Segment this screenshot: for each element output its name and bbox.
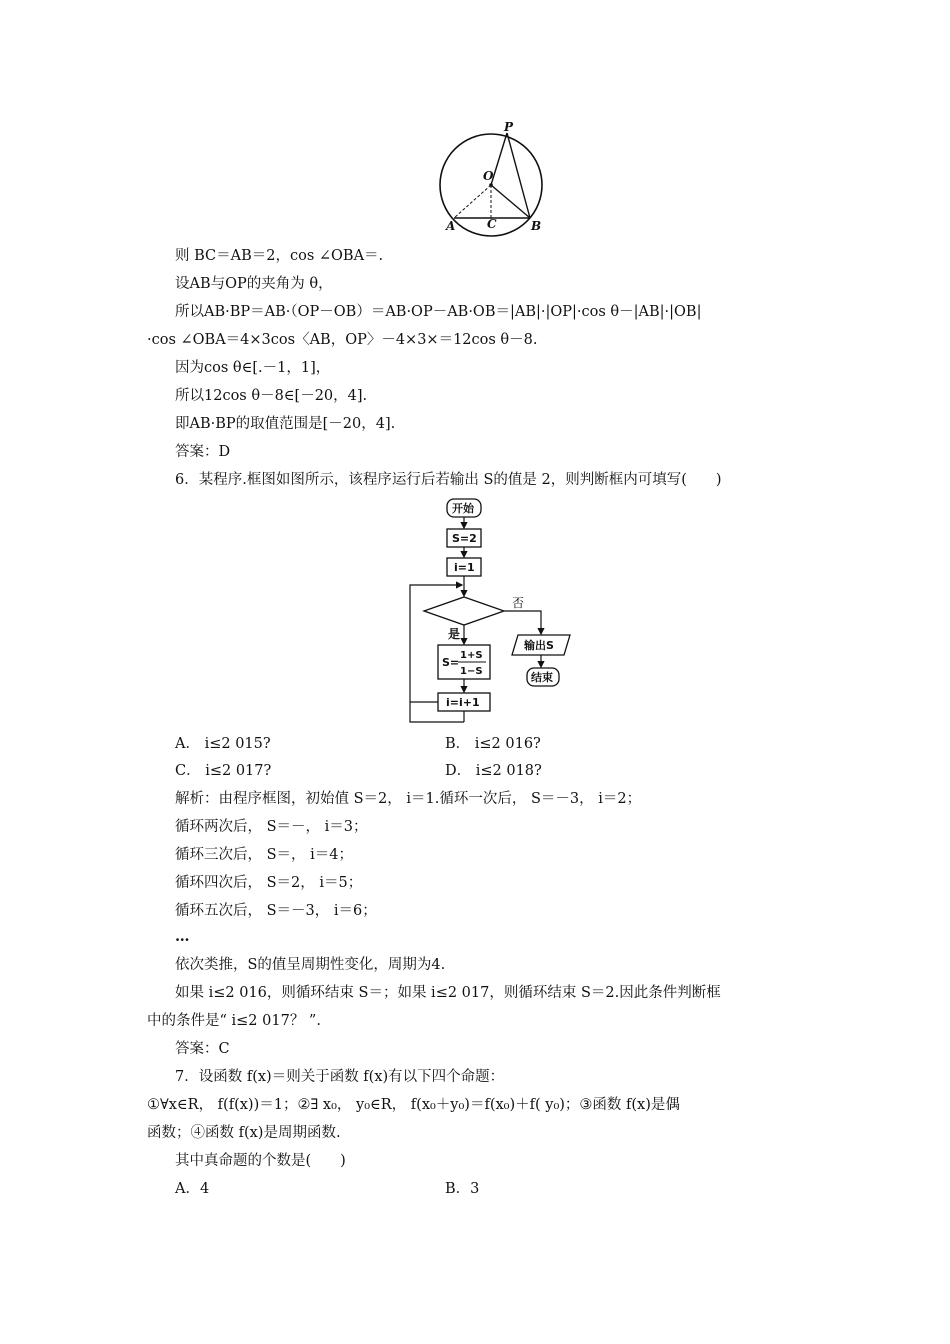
q5-line7: 即AB·BP的取值范围是[－20，4]. (175, 416, 396, 432)
label-a: A (446, 219, 456, 233)
flow-s-update-num: 1+S (460, 650, 483, 661)
q6-option-d: D． i≤2 018? (445, 763, 542, 779)
q6-solution-4: 循环四次后， S＝2， i＝5； (175, 875, 363, 891)
flow-no-label: 否 (512, 596, 525, 610)
q7-question: 其中真命题的个数是( ) (175, 1153, 346, 1169)
q6-option-a: A． i≤2 015? (175, 736, 271, 752)
q6-solution-5: 循环五次后， S＝－3， i＝6； (175, 903, 377, 919)
flow-start-text: 开始 (452, 502, 474, 515)
q5-line4: ·cos ∠OBA＝4×3cos〈AB，OP〉－4×3×＝12cos θ－8. (147, 332, 538, 348)
q6-option-b: B． i≤2 016? (445, 736, 541, 752)
q6-solution-1: 解析：由程序框图，初始值 S＝2， i＝1.循环一次后， S＝－3， i＝2； (175, 791, 642, 807)
label-b: B (531, 219, 542, 233)
q6-solution-8: 如果 i≤2 016，则循环结束 S＝；如果 i≤2 017，则循环结束 S＝2.因此条件判断框 (175, 985, 721, 1001)
flow-i-init-text: i=1 (454, 561, 475, 574)
q6-solution-2: 循环两次后， S＝－， i＝3； (175, 819, 368, 835)
label-o: O (483, 169, 494, 183)
q6-solution-7: 依次类推，S的值呈周期性变化，周期为4. (175, 957, 446, 973)
q5-answer: 答案：D (175, 444, 231, 460)
flow-output-text: 输出S (524, 639, 554, 652)
q7-option-b: B．3 (445, 1181, 480, 1197)
segment-ob (491, 185, 530, 218)
q5-line1: 则 BC＝AB＝2，cos ∠OBA＝. (175, 248, 384, 264)
q6-solution-9: 中的条件是“ i≤2 017？ ”. (147, 1013, 321, 1029)
q7-line2: ①∀x∈R， f(f(x))＝1；②∃ x₀， y₀∈R， f(x₀＋y₀)＝f(x₀)＋f( y₀)；③函数 f(x)是偶 (147, 1097, 680, 1113)
q6-answer: 答案：C (175, 1041, 230, 1057)
center-dot (489, 183, 493, 187)
q7-option-a: A．4 (175, 1181, 210, 1197)
q6-option-c: C． i≤2 017? (175, 763, 272, 779)
q6-solution-3: 循环三次后， S＝， i＝4； (175, 847, 354, 863)
circle-figure (430, 118, 570, 238)
q7-stem: 7．设函数 f(x)＝则关于函数 f(x)有以下四个命题： (175, 1069, 505, 1085)
flow-decision-diamond (424, 597, 504, 625)
flow-s-init-text: S=2 (452, 532, 477, 545)
q6-stem: 6．某程序.框图如图所示，该程序运行后若输出 S的值是 2，则判断框内可填写( ) (175, 472, 722, 488)
flow-end-text: 结束 (531, 671, 553, 684)
flow-yes-label: 是 (448, 627, 461, 641)
flowchart (400, 495, 590, 730)
q7-line3: 函数；④函数 f(x)是周期函数. (147, 1125, 341, 1141)
flow-i-update-text: i=i+1 (446, 696, 480, 709)
flow-s-update-lhs: S= (442, 656, 460, 669)
label-p: P (504, 120, 514, 134)
q5-line2: 设AB与OP的夹角为 θ， (175, 276, 333, 292)
segment-oa-dashed (454, 185, 491, 218)
segment-pb (507, 133, 530, 218)
q5-line6: 所以12cos θ－8∈[－20，4]. (175, 388, 368, 404)
q6-solution-6: … (175, 928, 190, 945)
q5-line5: 因为cos θ∈[.－1，1]， (175, 360, 331, 376)
q5-line3: 所以AB·BP＝AB·（OP－OB）＝AB·OP－AB·OB＝|AB|·|OP|·cos θ－|AB|·|OB| (175, 304, 702, 320)
label-c: C (487, 217, 497, 231)
flow-s-update-den: 1−S (460, 666, 483, 677)
